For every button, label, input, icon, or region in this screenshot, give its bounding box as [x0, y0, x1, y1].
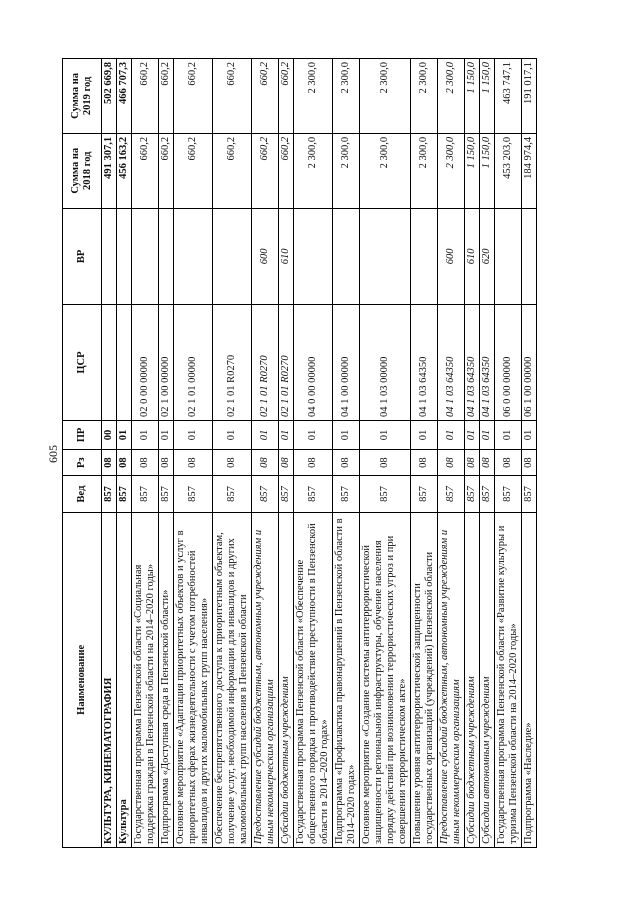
cell-name: Обеспечение беспрепятственного доступа к приоритетным объектам, получение услуг, необходимой информации для инвалидов и других маломобильных групп населения в Пензенской области — [213, 512, 252, 847]
cell-vr — [333, 208, 360, 305]
cell-vr — [102, 208, 117, 305]
cell-pr: 01 — [411, 420, 438, 449]
cell-ved: 857 — [480, 476, 495, 512]
cell-sum-2018: 1 150,0 — [480, 133, 495, 208]
cell-ved: 857 — [411, 476, 438, 512]
cell-vr: 600 — [438, 208, 465, 305]
cell-csr: 06 1 00 00000 — [522, 305, 537, 421]
cell-name: Предоставление субсидий бюджетным, автономным учреждениям и иным некоммерческим организациям — [438, 512, 465, 847]
cell-rz: 08 — [438, 449, 465, 476]
table-row — [252, 59, 279, 848]
header-pr: ПР — [63, 420, 102, 449]
cell-pr: 01 — [159, 420, 174, 449]
cell-csr: 04 1 00 00000 — [333, 305, 360, 421]
cell-pr: 01 — [117, 420, 132, 449]
table-row — [294, 59, 333, 848]
cell-rz: 08 — [213, 449, 252, 476]
cell-sum-2018: 660,2 — [132, 133, 159, 208]
cell-vr — [174, 208, 213, 305]
table-header — [63, 59, 102, 848]
cell-sum-2019: 2 300,0 — [411, 59, 438, 134]
cell-csr: 02 1 01 R0270 — [279, 305, 294, 421]
cell-sum-2018: 1 150,0 — [465, 133, 480, 208]
cell-pr: 01 — [252, 420, 279, 449]
table-row — [465, 59, 480, 848]
table-row — [132, 59, 159, 848]
cell-csr: 02 1 01 00000 — [174, 305, 213, 421]
cell-ved: 857 — [438, 476, 465, 512]
header-vr: ВР — [63, 208, 102, 305]
cell-name: Повышение уровня антитеррористической защищенности государственных организаций (учреждений) Пензенской области — [411, 512, 438, 847]
table-row — [102, 59, 117, 848]
cell-ved: 857 — [102, 476, 117, 512]
cell-pr: 01 — [522, 420, 537, 449]
header-sum-2018: Сумма на 2018 год — [63, 133, 102, 208]
cell-name: КУЛЬТУРА, КИНЕМАТОГРАФИЯ — [102, 512, 117, 847]
cell-sum-2019: 466 707,3 — [117, 59, 132, 134]
cell-csr — [102, 305, 117, 421]
cell-rz: 08 — [522, 449, 537, 476]
cell-rz: 08 — [279, 449, 294, 476]
cell-rz: 08 — [252, 449, 279, 476]
cell-rz: 08 — [333, 449, 360, 476]
cell-vr — [159, 208, 174, 305]
cell-sum-2018: 660,2 — [159, 133, 174, 208]
cell-ved: 857 — [174, 476, 213, 512]
cell-csr: 04 0 00 00000 — [294, 305, 333, 421]
header-row — [63, 59, 102, 848]
cell-rz: 08 — [360, 449, 411, 476]
cell-sum-2019: 660,2 — [213, 59, 252, 134]
cell-name: Субсидии бюджетным учреждениям — [279, 512, 294, 847]
rotated-page-content — [62, 58, 567, 848]
cell-ved: 857 — [279, 476, 294, 512]
cell-rz: 08 — [174, 449, 213, 476]
table-row — [522, 59, 537, 848]
cell-rz: 08 — [102, 449, 117, 476]
cell-sum-2018: 660,2 — [252, 133, 279, 208]
cell-ved: 857 — [465, 476, 480, 512]
table-row — [159, 59, 174, 848]
cell-sum-2019: 660,2 — [132, 59, 159, 134]
cell-rz: 08 — [495, 449, 522, 476]
cell-pr: 01 — [174, 420, 213, 449]
cell-name: Государственная программа Пензенской области «Обеспечение общественного порядка и противодействие преступности в Пензенской области в 2014–2020 годах» — [294, 512, 333, 847]
cell-sum-2018: 2 300,0 — [294, 133, 333, 208]
cell-ved: 857 — [333, 476, 360, 512]
cell-vr — [294, 208, 333, 305]
cell-ved: 857 — [252, 476, 279, 512]
cell-rz: 08 — [132, 449, 159, 476]
cell-vr — [213, 208, 252, 305]
cell-name: Подпрограмма «Профилактика правонарушений в Пензенской области в 2014–2020 годах» — [333, 512, 360, 847]
cell-vr: 600 — [252, 208, 279, 305]
cell-csr: 02 1 01 R0270 — [252, 305, 279, 421]
cell-vr — [411, 208, 438, 305]
cell-vr — [495, 208, 522, 305]
cell-sum-2019: 660,2 — [252, 59, 279, 134]
cell-sum-2018: 456 163,2 — [117, 133, 132, 208]
header-name: Наименование — [63, 512, 102, 847]
cell-csr: 02 1 00 00000 — [159, 305, 174, 421]
table-row — [360, 59, 411, 848]
cell-pr: 01 — [333, 420, 360, 449]
table-row — [174, 59, 213, 848]
cell-sum-2019: 660,2 — [174, 59, 213, 134]
cell-sum-2018: 660,2 — [279, 133, 294, 208]
cell-rz: 08 — [117, 449, 132, 476]
cell-sum-2018: 2 300,0 — [438, 133, 465, 208]
cell-pr: 01 — [294, 420, 333, 449]
cell-sum-2018: 2 300,0 — [333, 133, 360, 208]
cell-name: Субсидии бюджетным учреждениям — [465, 512, 480, 847]
cell-ved: 857 — [360, 476, 411, 512]
table-row — [480, 59, 495, 848]
table-row — [438, 59, 465, 848]
table-row — [117, 59, 132, 848]
cell-pr: 00 — [102, 420, 117, 449]
cell-csr: 04 1 03 64350 — [411, 305, 438, 421]
cell-rz: 08 — [480, 449, 495, 476]
cell-name: Подпрограмма «Доступная среда в Пензенской области» — [159, 512, 174, 847]
cell-sum-2018: 660,2 — [174, 133, 213, 208]
cell-csr: 02 1 01 R0270 — [213, 305, 252, 421]
table-row — [279, 59, 294, 848]
cell-pr: 01 — [213, 420, 252, 449]
cell-pr: 01 — [438, 420, 465, 449]
cell-pr: 01 — [465, 420, 480, 449]
cell-csr — [117, 305, 132, 421]
cell-sum-2019: 1 150,0 — [465, 59, 480, 134]
cell-vr: 610 — [465, 208, 480, 305]
page-number: 605 — [46, 445, 60, 463]
cell-name: Подпрограмма «Наследие» — [522, 512, 537, 847]
header-csr: ЦСР — [63, 305, 102, 421]
table-row — [333, 59, 360, 848]
cell-ved: 857 — [495, 476, 522, 512]
cell-name: Субсидии автономным учреждениям — [480, 512, 495, 847]
cell-sum-2018: 2 300,0 — [360, 133, 411, 208]
cell-sum-2018: 2 300,0 — [411, 133, 438, 208]
header-ved: Вед — [63, 476, 102, 512]
cell-sum-2018: 491 307,1 — [102, 133, 117, 208]
cell-sum-2019: 660,2 — [159, 59, 174, 134]
cell-sum-2019: 2 300,0 — [360, 59, 411, 134]
cell-vr — [360, 208, 411, 305]
table-body — [102, 59, 537, 848]
cell-vr — [522, 208, 537, 305]
cell-vr — [117, 208, 132, 305]
cell-csr: 04 1 03 64350 — [438, 305, 465, 421]
cell-rz: 08 — [465, 449, 480, 476]
cell-name: Государственная программа Пензенской области «Социальная поддержка граждан в Пензенской области на 2014–2020 годы» — [132, 512, 159, 847]
cell-ved: 857 — [117, 476, 132, 512]
cell-ved: 857 — [294, 476, 333, 512]
cell-csr: 02 0 00 00000 — [132, 305, 159, 421]
header-sum-2019: Сумма на 2019 год — [63, 59, 102, 134]
cell-csr: 06 0 00 00000 — [495, 305, 522, 421]
cell-name: Предоставление субсидий бюджетным, автономным учреждениям и иным некоммерческим организациям — [252, 512, 279, 847]
cell-sum-2019: 2 300,0 — [438, 59, 465, 134]
cell-csr: 04 1 03 64350 — [465, 305, 480, 421]
cell-pr: 01 — [279, 420, 294, 449]
cell-pr: 01 — [132, 420, 159, 449]
cell-vr: 620 — [480, 208, 495, 305]
header-rz: Рз — [63, 449, 102, 476]
budget-table — [62, 58, 537, 848]
cell-ved: 857 — [213, 476, 252, 512]
cell-rz: 08 — [411, 449, 438, 476]
cell-sum-2019: 191 017,1 — [522, 59, 537, 134]
cell-sum-2018: 184 974,4 — [522, 133, 537, 208]
cell-csr: 04 1 03 00000 — [360, 305, 411, 421]
cell-name: Культура — [117, 512, 132, 847]
cell-vr — [132, 208, 159, 305]
table-row — [213, 59, 252, 848]
table-row — [411, 59, 438, 848]
cell-sum-2018: 453 203,0 — [495, 133, 522, 208]
cell-rz: 08 — [159, 449, 174, 476]
cell-ved: 857 — [159, 476, 174, 512]
cell-pr: 01 — [480, 420, 495, 449]
cell-sum-2018: 660,2 — [213, 133, 252, 208]
cell-name: Основное мероприятие «Создание системы антитеррористической защищенности региональной инфраструктуры, обучение населения порядку действий при возникновении террористических угроз и при совершении террористическом акте» — [360, 512, 411, 847]
cell-sum-2019: 2 300,0 — [333, 59, 360, 134]
cell-vr: 610 — [279, 208, 294, 305]
cell-name: Государственная программа Пензенской области «Развитие культуры и туризма Пензенской области на 2014–2020 годы» — [495, 512, 522, 847]
cell-name: Основное мероприятие «Адаптация приоритетных объектов и услуг в приоритетных сферах жизнедеятельности с учетом потребностей инвалидов и других маломобильных групп населения» — [174, 512, 213, 847]
cell-rz: 08 — [294, 449, 333, 476]
cell-pr: 01 — [360, 420, 411, 449]
table-row — [495, 59, 522, 848]
cell-sum-2019: 502 669,8 — [102, 59, 117, 134]
cell-sum-2019: 1 150,0 — [480, 59, 495, 134]
cell-ved: 857 — [132, 476, 159, 512]
cell-pr: 01 — [495, 420, 522, 449]
cell-csr: 04 1 03 64350 — [480, 305, 495, 421]
cell-sum-2019: 2 300,0 — [294, 59, 333, 134]
cell-sum-2019: 463 747,1 — [495, 59, 522, 134]
cell-ved: 857 — [522, 476, 537, 512]
cell-sum-2019: 660,2 — [279, 59, 294, 134]
